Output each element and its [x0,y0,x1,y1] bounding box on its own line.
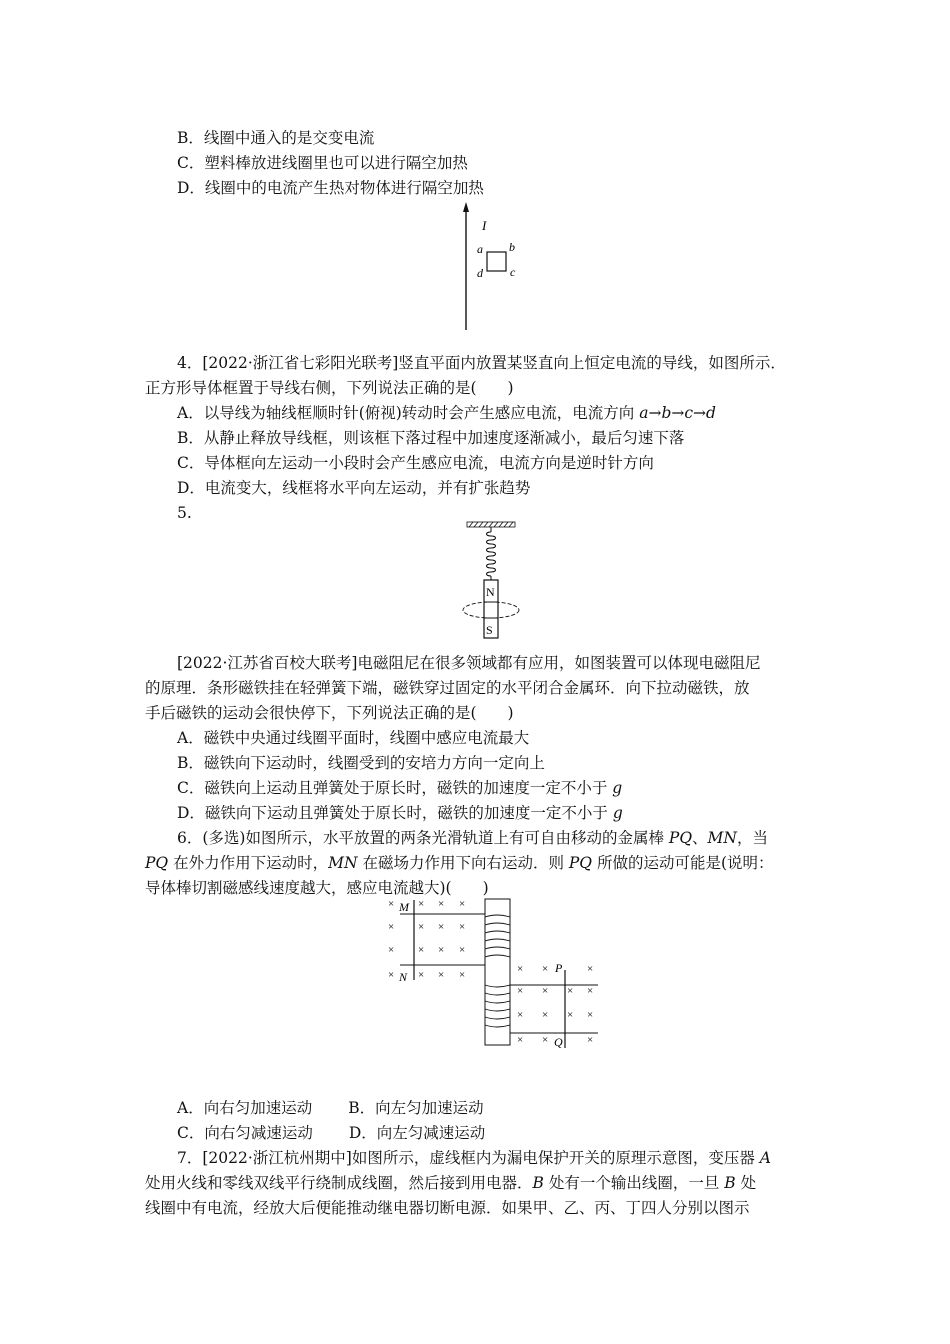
cross: × [567,985,574,997]
magnet-south-label: S [486,623,493,637]
q5-option-c-text: C．磁铁向上运动且弹簧处于原长时，磁铁的加速度一定不小于 [177,779,613,797]
cross: × [418,969,425,981]
q7-stem-line3: 线圈中有电流，经放大后便能推动继电器切断电源．如果甲、乙、丙、丁四人分别以图示 [145,1199,750,1217]
iron-core [485,899,510,1045]
q6-stem-line3: 导体棒切割磁感线速度越大，感应电流越大)( ) [145,879,489,897]
cross: × [542,1009,549,1021]
q6-line1-a: 6．(多选)如图所示，水平放置的两条光滑轨道上有可自由移动的金属棒 [177,829,669,847]
q3-option-d: D．线圈中的电流产生热对物体进行隔空加热 [177,179,484,197]
q5-number: 5. [177,504,192,522]
cross: × [438,898,445,910]
cross: × [542,985,549,997]
label-c: c [510,265,516,279]
q4-option-b: B．从静止释放导线框，则该框下落过程中加速度逐渐减小，最后匀速下落 [177,429,685,447]
q4-number: 4． [177,354,203,372]
q6-mn-1: MN [707,829,737,847]
q4-option-d: D．电流变大，线框将水平向左运动，并有扩张趋势 [177,479,531,497]
q4-option-a-path: a→b→c→d [639,404,716,422]
label-p: P [555,961,563,975]
q6-line2-c: 所做的运动可能是(说明： [592,854,774,872]
q5-stem-line1 [177,652,760,674]
q6-pq-1: PQ [668,829,693,847]
cross: × [459,898,466,910]
q5-option-c-g: g [612,779,623,797]
current-arrow [463,202,469,212]
q5-figure [455,520,530,640]
label-current: I [482,218,487,233]
q5-stem-line2: 的原理．条形磁铁挂在轻弹簧下端，磁铁穿过固定的水平闭合金属环．向下拉动磁铁，放 [145,679,750,697]
q6-sep: 、 [692,829,708,847]
q7-stem-2c: 处 [735,1174,757,1192]
cross: × [587,1009,594,1021]
q7-stem-line2 [145,1172,756,1194]
q5-option-d [177,802,623,824]
q5-option-c [177,777,622,799]
q6-stem-line2 [145,852,774,874]
cross: × [459,944,466,956]
q5-stem-line3: 手后磁铁的运动会很快停下，下列说法正确的是( ) [145,704,514,722]
cross: × [438,944,445,956]
q6-option-b: B．向左匀加速运动 [348,1099,484,1117]
q4-stem-line1 [177,352,786,374]
q6-pq-3: PQ [568,854,593,872]
q7-b-1: B [532,1174,544,1192]
cross: × [418,944,425,956]
label-n: N [399,970,408,984]
q5-option-d-text: D．磁铁向下运动且弹簧处于原长时，磁铁的加速度一定不小于 [177,804,613,822]
cross: × [542,963,549,975]
cross: × [459,921,466,933]
cross: × [517,963,524,975]
q5-option-a: A．磁铁中央通过线圈平面时，线圈中感应电流最大 [177,729,530,747]
q3-option-b: B．线圈中通入的是交变电流 [177,129,375,147]
spring [487,532,496,576]
cross: × [459,969,466,981]
cross: × [388,944,395,956]
q6-options-row2 [177,1122,485,1144]
cross: × [388,969,395,981]
q6-line1-b: ，当 [736,829,768,847]
q4-option-a [177,402,716,424]
q6-options-row1 [177,1097,484,1119]
cross: × [587,963,594,975]
q4-source: [2022·浙江省七彩阳光联考] [202,354,399,372]
q5-option-b: B．磁铁向下运动时，线圈受到的安培力方向一定向上 [177,754,545,772]
label-m: M [399,900,409,914]
q7-stem-1: 如图所示，虚线框内为漏电保护开关的原理示意图，变压器 [351,1149,760,1167]
q6-mn-2: MN [328,854,358,872]
q6-line2-b: 在磁场力作用下向右运动．则 [357,854,569,872]
label-d: d [477,266,483,280]
q7-b-2: B [724,1174,736,1192]
q7-stem-2: 处用火线和零线双线平行绕制成线圈，然后接到用电器． [145,1174,533,1192]
cross: × [388,921,395,933]
q4-figure [455,200,535,335]
cross: × [418,921,425,933]
q4-stem-1: 竖直平面内放置某竖直向上恒定电流的导线，如图所示． [398,354,786,372]
label-b: b [509,240,515,254]
q7-source: [2022·浙江杭州期中] [202,1149,352,1167]
q6-option-a: A．向右匀加速运动 [177,1099,313,1117]
square-loop [487,252,506,271]
q5-stem-1: 电磁阻尼在很多领域都有应用，如图装置可以体现电磁阻尼 [357,654,761,672]
q7-a: A [759,1149,771,1167]
cross: × [438,969,445,981]
q7-number: 7． [177,1149,203,1167]
q6-option-d: D．向左匀减速运动 [348,1124,486,1142]
label-q: Q [554,1035,563,1049]
q4-option-a-text: A．以导线为轴线框顺时针(俯视)转动时会产生感应电流，电流方向 [177,404,640,422]
q4-stem-line2: 正方形导体框置于导线右侧，下列说法正确的是( ) [145,379,514,397]
q6-figure [380,895,605,1055]
cross: × [517,1034,524,1046]
q7-stem-line1 [177,1147,771,1169]
q6-option-c: C．向右匀减速运动 [177,1124,313,1142]
cross: × [542,1034,549,1046]
q6-pq-2: PQ [145,854,169,872]
q5-source: [2022·江苏省百校大联考] [177,654,358,672]
cross: × [587,985,594,997]
cross: × [438,921,445,933]
cross: × [517,1009,524,1021]
cross: × [567,1009,574,1021]
cross: × [517,985,524,997]
q6-line2-a: 在外力作用下运动时， [168,854,329,872]
q4-option-c: C．导体框向左运动一小段时会产生感应电流，电流方向是逆时针方向 [177,454,654,472]
q7-stem-2b: 处有一个输出线圈，一旦 [543,1174,725,1192]
cross: × [587,1034,594,1046]
q3-option-c: C．塑料棒放进线圈里也可以进行隔空加热 [177,154,468,172]
label-a: a [477,242,483,256]
cross: × [418,898,425,910]
magnet-north-label: N [486,585,495,599]
cross: × [388,898,395,910]
q5-option-d-g: g [612,804,623,822]
q6-stem-line1 [177,827,768,849]
